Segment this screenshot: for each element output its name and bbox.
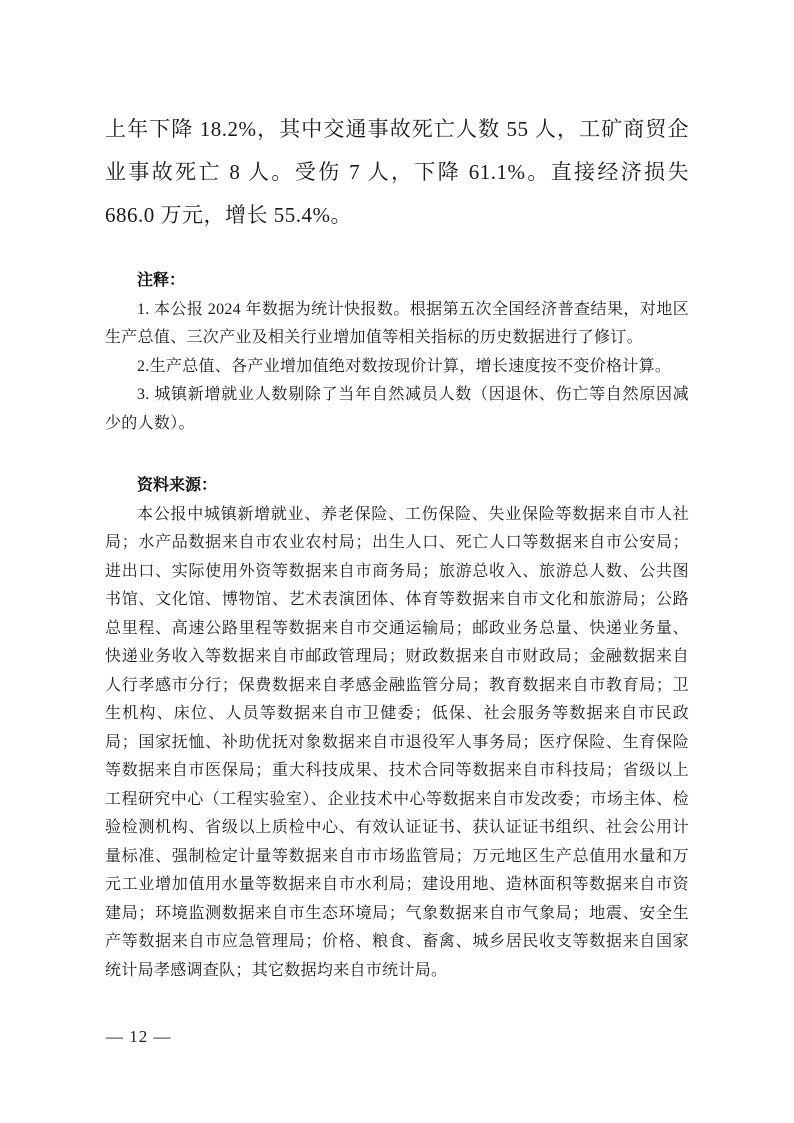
note-item-1: 1. 本公报 2024 年数据为统计快报数。根据第五次全国经济普查结果，对地区生产总值、三次产业及相关行业增加值等相关指标的历史数据进行了修订。 [105, 300, 689, 346]
sources-section [105, 472, 689, 985]
sources-heading: 资料来源： [137, 477, 218, 494]
body-paragraph: 上年下降 18.2%，其中交通事故死亡人数 55 人，工矿商贸企业事故死亡 8 人。受伤 7 人，下降 61.1%。直接经济损失 686.0 万元，增长 55.4%。 [105, 117, 689, 227]
note-item-3: 3. 城镇新增就业人数剔除了当年自然减员人数（因退休、伤亡等自然原因减少的人数）。 [105, 386, 689, 432]
notes-heading: 注释： [137, 272, 186, 289]
notes-section [105, 267, 689, 438]
page-footer [106, 1024, 172, 1050]
page-number: — 12 — [106, 1027, 172, 1046]
note-item-2: 2.生产总值、各产业增加值绝对数按现价计算，增长速度按不变价格计算。 [137, 357, 672, 375]
page-content [105, 0, 689, 985]
sources-paragraph: 本公报中城镇新增就业、养老保险、工伤保险、失业保险等数据来自市人社局；水产品数据来自市农业农村局；出生人口、死亡人口等数据来自市公安局；进出口、实际使用外资等数据来自市商务局；旅游总收入、旅游总人数、公共图书馆、文化馆、博物馆、艺术表演团体、体育等数据来自市文化和旅游局；公路总里程、高速公路里程等数据来自市交通运输局；邮政业务总量、快递业务量、快递业务收入等数据来自市邮政管理局；财政数据来自市财政局；金融数据来自人行孝感市分行；保费数据来自孝感金融监管分局；教育数据来自市教育局；卫生机构、床位、人员等数据来自市卫健委；低保、社会服务等数据来自市民政局；国家抚恤、补助优抚对象数据来自市退役军人事务局；医疗保险、生育保险等数据来自市医保局；重大科技成果、技术合同等数据来自市科技局；省级以上工程研究中心（工程实验室）、企业技术中心等数据来自市发改委；市场主体、检验检测机构、省级以上质检中心、有效认证证书、获认证证书组织、社会公用计量标准、强制检定计量等数据来自市市场监管局；万元地区生产总值用水量和万元工业增加值用水量等数据来自市水利局；建设用地、造林面积等数据来自市资建局；环境监测数据来自市生态环境局；气象数据来自市气象局；地震、安全生产等数据来自市应急管理局；价格、粮食、畜禽、城乡居民收支等数据来自国家统计局孝感调查队；其它数据均来自市统计局。 [105, 505, 689, 979]
